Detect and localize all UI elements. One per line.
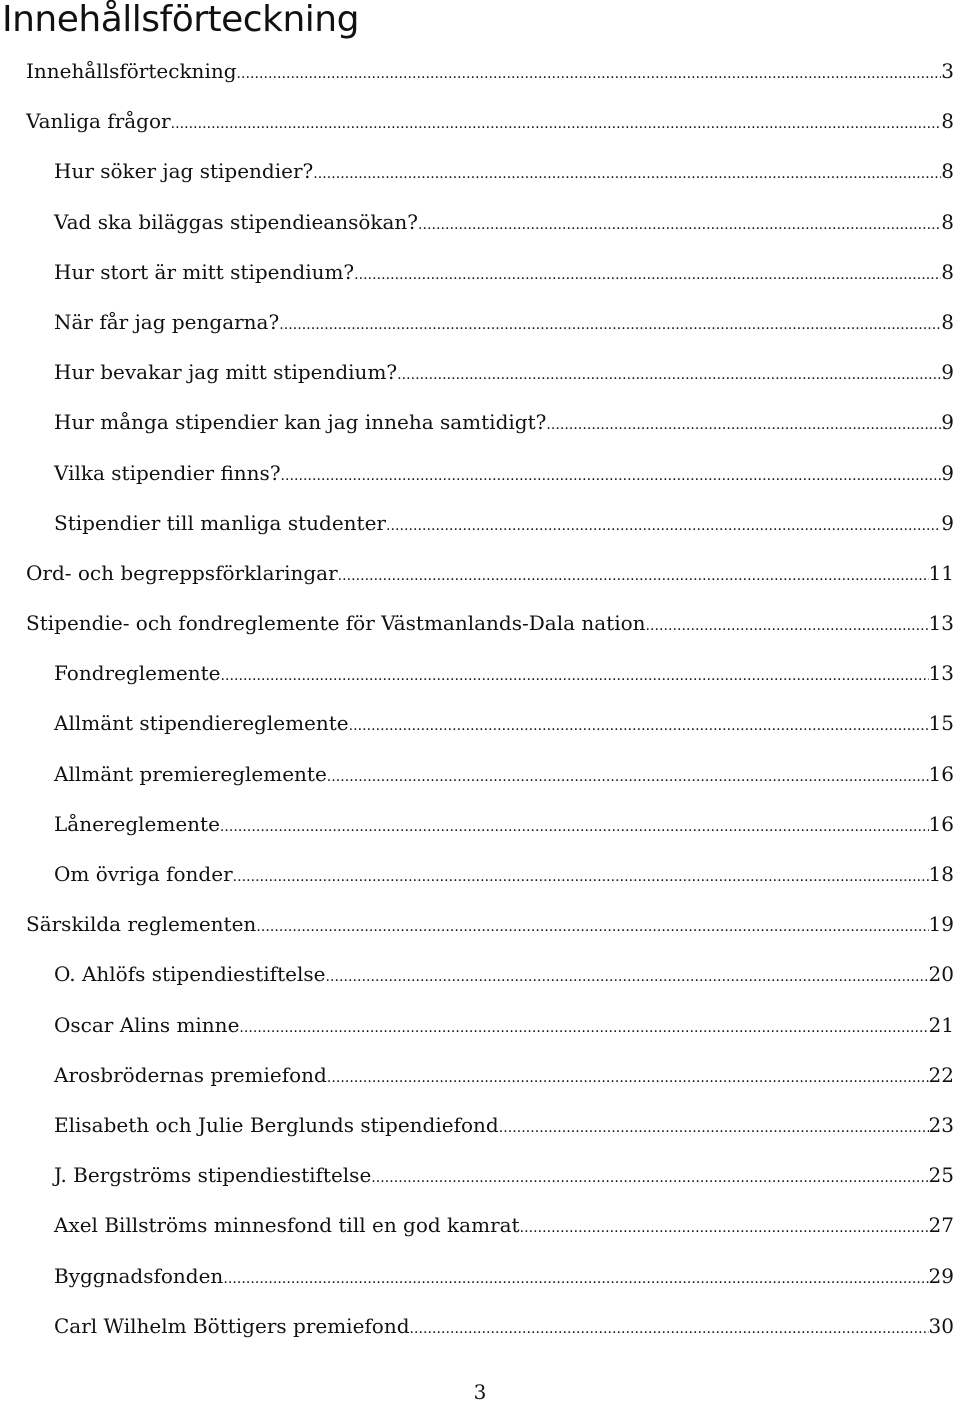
toc-entry-title: Om övriga fonder	[54, 862, 233, 886]
toc-entry[interactable]	[0, 1200, 960, 1250]
dot-leader	[220, 799, 929, 852]
toc-entry-title: Hur söker jag stipendier?	[54, 159, 314, 184]
toc-entry-title: Vad ska biläggas stipendieansökan?	[54, 209, 419, 234]
toc-entry-title: När får jag pengarna?	[54, 309, 280, 334]
toc-entry-page-number: 29	[928, 1263, 954, 1288]
toc-entry[interactable]	[0, 899, 960, 949]
toc-entry-page-number: 21	[928, 1012, 954, 1037]
toc-entry[interactable]	[0, 1050, 960, 1100]
toc-entry[interactable]	[0, 598, 960, 648]
toc-entry[interactable]	[0, 1251, 960, 1301]
toc-entry-page-number: 19	[928, 912, 954, 937]
toc-entry-title: Allmänt premiereglemente	[54, 761, 327, 786]
toc-entry-page-number: 8	[941, 259, 954, 284]
dot-leader	[171, 96, 942, 149]
toc-entry-page-number: 25	[928, 1163, 954, 1188]
toc-entry-title: Byggnadsfonden	[54, 1263, 224, 1288]
dot-leader	[221, 648, 929, 701]
dot-leader	[546, 397, 941, 450]
toc-entry[interactable]	[0, 799, 960, 849]
toc-entry[interactable]	[0, 448, 960, 498]
toc-entry[interactable]	[0, 146, 960, 196]
toc-entry-title: Arosbrödernas premiefond	[54, 1062, 327, 1087]
toc-entry-title: J. Bergströms stipendiestiftelse	[54, 1163, 372, 1188]
toc-entry[interactable]	[0, 1150, 960, 1200]
toc-entry[interactable]	[0, 1000, 960, 1050]
page-number: 3	[473, 1380, 487, 1404]
toc-entry-page-number: 9	[941, 510, 954, 535]
toc-entry-page-number: 8	[941, 159, 954, 184]
toc-entry-title: O. Ahlöfs stipendiestiftelse	[54, 962, 326, 987]
toc-entry-title: Hur många stipendier kan jag inneha samtidigt?	[54, 410, 547, 435]
toc-entry-page-number: 11	[928, 560, 954, 585]
dot-leader	[327, 749, 929, 802]
toc-entry-page-number: 13	[928, 611, 954, 636]
toc-entry-title: Innehållsförteckning	[26, 59, 237, 83]
toc-entry-page-number: 3	[941, 59, 954, 83]
toc-entry-title: Carl Wilhelm Böttigers premiefond	[54, 1313, 410, 1338]
toc-entry[interactable]	[0, 849, 960, 899]
toc-entry-page-number: 8	[941, 309, 954, 334]
dot-leader	[349, 698, 929, 751]
toc-entry-page-number: 9	[941, 360, 954, 385]
toc-entry-page-number: 8	[941, 109, 954, 134]
dot-leader	[520, 1200, 929, 1253]
toc-entry-page-number: 23	[928, 1112, 954, 1137]
toc-entry[interactable]	[0, 397, 960, 447]
toc-entry[interactable]	[0, 247, 960, 297]
toc-entry-title: Elisabeth och Julie Berglunds stipendiefond	[54, 1112, 499, 1137]
toc-entry-title: Axel Billströms minnesfond till en god kamrat	[54, 1213, 520, 1238]
toc-entry[interactable]	[0, 1301, 960, 1351]
toc-heading: Innehållsförteckning	[2, 0, 359, 40]
dot-leader	[397, 347, 941, 400]
dot-leader	[646, 598, 929, 651]
toc-entry-page-number: 9	[941, 410, 954, 435]
toc-entry-page-number: 27	[928, 1213, 954, 1238]
dot-leader	[386, 498, 941, 551]
toc-entry-page-number: 18	[928, 862, 954, 886]
toc-entry-title: Vanliga frågor	[26, 109, 171, 134]
dot-leader	[327, 1050, 929, 1103]
toc-entry-title: Särskilda reglementen	[26, 912, 257, 937]
toc-entry[interactable]	[0, 297, 960, 347]
toc-entry-title: Vilka stipendier finns?	[54, 460, 281, 485]
dot-leader	[239, 1000, 928, 1053]
toc-entry-page-number: 16	[928, 811, 954, 836]
toc-entry-title: Ord- och begreppsförklaringar	[26, 560, 338, 585]
toc-entry-page-number: 13	[928, 661, 954, 686]
dot-leader	[313, 146, 941, 199]
toc-entry-title: Stipendie- och fondreglemente för Västmanlands-Dala nation	[26, 611, 646, 636]
toc-entry[interactable]	[0, 96, 960, 146]
toc-entry-page-number: 8	[941, 209, 954, 234]
dot-leader	[371, 1150, 928, 1203]
toc-entry[interactable]	[0, 46, 960, 96]
toc-entry-title: Fondreglemente	[54, 661, 221, 686]
dot-leader	[325, 949, 928, 1002]
toc-entry[interactable]	[0, 949, 960, 999]
dot-leader	[233, 849, 929, 902]
toc-entry[interactable]	[0, 548, 960, 598]
toc-entry-title: Lånereglemente	[54, 811, 220, 836]
dot-leader	[237, 46, 942, 99]
toc-entry-page-number: 15	[928, 711, 954, 736]
toc-entry[interactable]	[0, 698, 960, 748]
toc-entry-page-number: 16	[928, 761, 954, 786]
toc-entry-page-number: 22	[928, 1062, 954, 1087]
toc-list	[0, 46, 960, 1351]
dot-leader	[418, 197, 941, 250]
toc-entry-title: Hur stort är mitt stipendium?	[54, 259, 355, 284]
toc-entry-title: Stipendier till manliga studenter	[54, 510, 386, 535]
dot-leader	[223, 1251, 928, 1304]
dot-leader	[279, 297, 941, 350]
toc-entry-page-number: 20	[928, 962, 954, 987]
toc-entry[interactable]	[0, 347, 960, 397]
dot-leader	[410, 1301, 929, 1354]
toc-entry[interactable]	[0, 498, 960, 548]
toc-entry[interactable]	[0, 749, 960, 799]
toc-entry-title: Allmänt stipendiereglemente	[54, 711, 349, 736]
dot-leader	[256, 899, 928, 952]
toc-entry-title: Oscar Alins minne	[54, 1012, 240, 1037]
toc-entry-title: Hur bevakar jag mitt stipendium?	[54, 360, 398, 385]
toc-entry[interactable]	[0, 1100, 960, 1150]
dot-leader	[354, 247, 941, 300]
toc-entry[interactable]	[0, 648, 960, 698]
dot-leader	[499, 1100, 929, 1153]
toc-entry-page-number: 9	[941, 460, 954, 485]
toc-entry-page-number: 30	[928, 1313, 954, 1338]
dot-leader	[338, 548, 929, 601]
toc-entry[interactable]	[0, 197, 960, 247]
dot-leader	[281, 448, 942, 501]
